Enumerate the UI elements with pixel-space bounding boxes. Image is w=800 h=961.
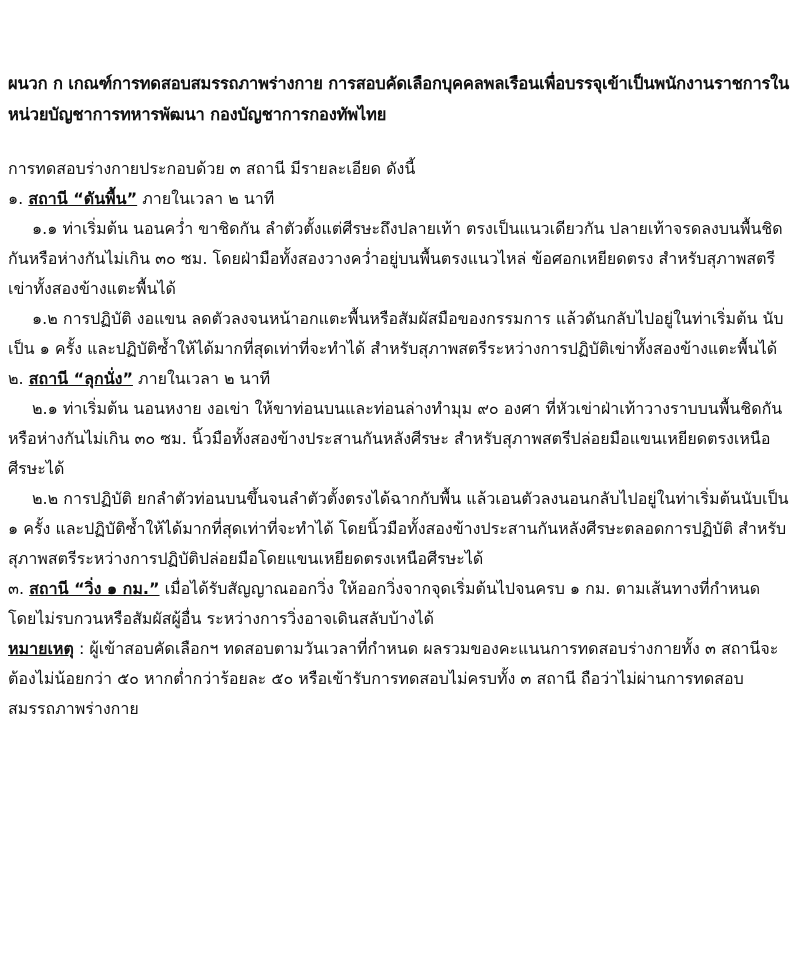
station-3-number: ๓. [8, 579, 25, 598]
station-1-time: ภายในเวลา ๒ นาที [137, 189, 275, 208]
station-3-heading [8, 574, 792, 634]
note-label: หมายเหตุ [8, 639, 74, 658]
station-2-heading [8, 364, 792, 394]
station-1-heading [8, 184, 792, 214]
document-title: ผนวก ก เกณฑ์การทดสอบสมรรถภาพร่างกาย การสอบคัดเลือกบุคคลพลเรือนเพื่อบรรจุเข้าเป็นพนักงานราชการในหน่วยบัญชาการทหารพัฒนา กองบัญชาการกองทัพไทย [8, 74, 790, 124]
station-1-item-2: ๑.๒ การปฏิบัติ งอแขน ลดตัวลงจนหน้าอกแตะพื้นหรือสัมผัสมือของกรรมการ แล้วดันกลับไปอยู่ในท่าเริ่มต้น นับเป็น ๑ ครั้ง และปฏิบัติซ้ำให้ได้มากที่สุดเท่าที่จะทำได้ สำหรับสุภาพสตรีระหว่างการปฏิบัติเข่าทั้งสองข้างแตะพื้นได้ [8, 309, 784, 358]
station-2-item-1: ๒.๑ ท่าเริ่มต้น นอนหงาย งอเข่า ให้ขาท่อนบนและท่อนล่างทำมุม ๙๐ องศา ที่หัวเข่าฝ่าเท้าวางราบบนพื้นชิดกันหรือห่างกันไม่เกิน ๓๐ ซม. นิ้วมือทั้งสองข้างประสานกันหลังศีรษะ สำหรับสุภาพสตรีปล่อยมือแขนเหยียดตรงเหนือศีรษะได้ [8, 399, 783, 478]
station-2-number: ๒. [8, 369, 24, 388]
station-2-name: สถานี “ลุกนั่ง” [28, 369, 133, 388]
station-3-name: สถานี “วิ่ง ๑ กม.” [29, 579, 160, 598]
note [8, 634, 792, 724]
note-text: : ผู้เข้าสอบคัดเลือกฯ ทดสอบตามวันเวลาที่กำหนด ผลรวมของคะแนนการทดสอบร่างกายทั้ง ๓ สถานีจะต้องไม่น้อยกว่า ๕๐ หากต่ำกว่าร้อยละ ๕๐ หรือเข้ารับการทดสอบไม่ครบทั้ง ๓ สถานี ถือว่าไม่ผ่านการทดสอบสมรรถภาพร่างกาย [8, 639, 779, 718]
station-2-item-2: ๒.๒ การปฏิบัติ ยกลำตัวท่อนบนขึ้นจนลำตัวตั้งตรงได้ฉากกับพื้น แล้วเอนตัวลงนอนกลับไปอยู่ในท่าเริ่มต้นนับเป็น ๑ ครั้ง และปฏิบัติซ้ำให้ได้มากที่สุดเท่าที่จะทำได้ โดยนิ้วมือทั้งสองข้างประสานกันหลังศีรษะตลอดการปฏิบัติ สำหรับสุภาพสตรีระหว่างการปฏิบัติปล่อยมือโดยแขนเหยียดตรงเหนือศีรษะได้ [8, 489, 789, 568]
intro-text: การทดสอบร่างกายประกอบด้วย ๓ สถานี มีรายละเอียด ดังนี้ [8, 159, 416, 178]
station-2-time: ภายในเวลา ๒ นาที [132, 369, 271, 388]
station-1-name: สถานี “ดันพื้น” [28, 189, 138, 208]
station-1-item-1: ๑.๑ ท่าเริ่มต้น นอนคว่ำ ขาชิดกัน ลำตัวตั้งแต่ศีรษะถึงปลายเท้า ตรงเป็นแนวเดียวกัน ปลายเท้าจรดลงบนพื้นชิดกันหรือห่างกันไม่เกิน ๓๐ ซม. โดยฝ่ามือทั้งสองวางคว่ำอยู่บนพื้นตรงแนวไหล่ ข้อศอกเหยียดตรง สำหรับสุภาพสตรีเข่าทั้งสองข้างแตะพื้นได้ [8, 219, 783, 298]
station-3-description: เมื่อได้รับสัญญาณออกวิ่ง ให้ออกวิ่งจากจุดเริ่มต้นไปจนครบ ๑ กม. ตามเส้นทางที่กำหนด โดยไม่รบกวนหรือสัมผัสผู้อื่น ระหว่างการวิ่งอาจเดินสลับบ้างได้ [8, 579, 761, 628]
station-1-number: ๑. [8, 189, 24, 208]
